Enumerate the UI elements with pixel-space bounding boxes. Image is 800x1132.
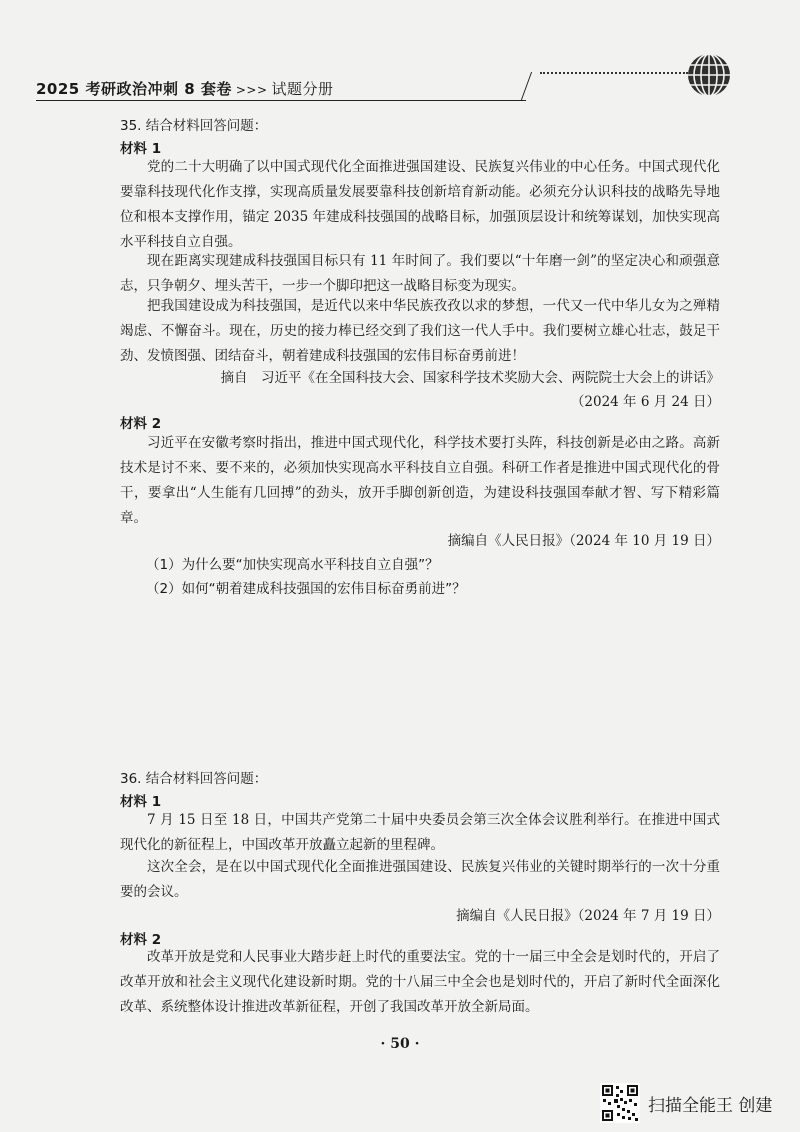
header-rule [36,100,526,101]
question-35-title: 35. 结合材料回答问题： [120,118,268,134]
q36-m2-paragraph-1: 改革开放是党和人民事业大踏步赶上时代的重要法宝。党的十一届三中全会是划时代的，开启了改革开放和社会主义现代化建设新时期。党的十八届三中全会也是划时代的，开启了新时代全面深化改革、系统整体设计推进改革新征程，开创了我国改革开放全新局面。 [120,949,720,1015]
header-title [36,78,334,99]
q35-m1-source: 摘自 习近平《在全国科技大会、国家科学技术奖励大会、两院院士大会上的讲话》 [220,370,720,386]
qr-code-icon [600,1083,640,1123]
globe-logo-icon [686,52,732,98]
q35-m2-paragraph-1: 习近平在安徽考察时指出，推进中国式现代化，科学技术要打头阵，科技创新是必由之路。高新技术是讨不来、要不来的，必须加快实现高水平科技自立自强。科研工作者是推进中国式现代化的骨干，要拿出“人生能有几回搏”的劲头，放开手脚创新创造，为建设科技强国奉献才智、写下精彩篇章。 [120,435,720,526]
q35-m1-paragraph-1: 党的二十大明确了以中国式现代化全面推进强国建设、民族复兴伟业的中心任务。中国式现代化要靠科技现代化作支撑，实现高质量发展要靠科技创新培育新动能。必须充分认识科技的战略先导地位和根本支撑作用，锚定 2035 年建成科技强国的战略目标，加强顶层设计和统筹谋划，加快实现高水平科技自立自强。 [120,159,720,250]
q35-m1-date: （2024 年 6 月 24 日） [570,394,720,410]
q35-material-1-label: 材料 1 [120,141,162,157]
q36-m1-paragraph-1: 7 月 15 日至 18 日，中国共产党第二十届中央委员会第三次全体会议胜利举行。在推进中国式现代化的新征程上，中国改革开放矗立起新的里程碑。 [120,812,720,853]
page-number: · 50 · [380,1036,420,1052]
header-dotted-line [540,72,688,74]
q35-sub-question-2: （2）如何“朝着建成科技强国的宏伟目标奋勇前进”？ [146,581,466,597]
q35-m1-paragraph-2: 现在距离实现建成科技强国目标只有 11 年时间了。我们要以“十年磨一剑”的坚定决心和顽强意志，只争朝夕、埋头苦干，一步一个脚印把这一战略目标变为现实。 [120,253,720,294]
watermark-text: 扫描全能王 创建 [648,1096,773,1116]
question-36-title: 36. 结合材料回答问题： [120,771,268,787]
q36-m1-paragraph-2: 这次全会，是在以中国式现代化全面推进强国建设、民族复兴伟业的关键时期举行的一次十分重要的会议。 [120,859,720,900]
q36-material-2-label: 材料 2 [120,932,162,948]
q35-m1-paragraph-3: 把我国建设成为科技强国，是近代以来中华民族孜孜以求的梦想，一代又一代中华儿女为之殚精竭虑、不懈奋斗。现在，历史的接力棒已经交到了我们这一代人手中。我们要树立雄心壮志，鼓足干劲、发愤图强、团结奋斗，朝着建成科技强国的宏伟目标奋勇前进！ [120,298,720,364]
book-title: 2025 考研政治冲刺 8 套卷 [36,80,232,98]
q36-material-1-label: 材料 1 [120,794,162,810]
q36-m1-source: 摘编自《人民日报》（2024 年 7 月 19 日） [456,908,720,924]
q35-sub-question-1: （1）为什么要“加快实现高水平科技自立自强”？ [146,557,439,573]
header-subtitle: 试题分册 [271,80,334,98]
header-divider [521,72,532,100]
header-arrows: >>> [235,83,268,97]
q35-m2-source: 摘编自《人民日报》（2024 年 10 月 19 日） [447,533,720,549]
q35-material-2-label: 材料 2 [120,416,162,432]
